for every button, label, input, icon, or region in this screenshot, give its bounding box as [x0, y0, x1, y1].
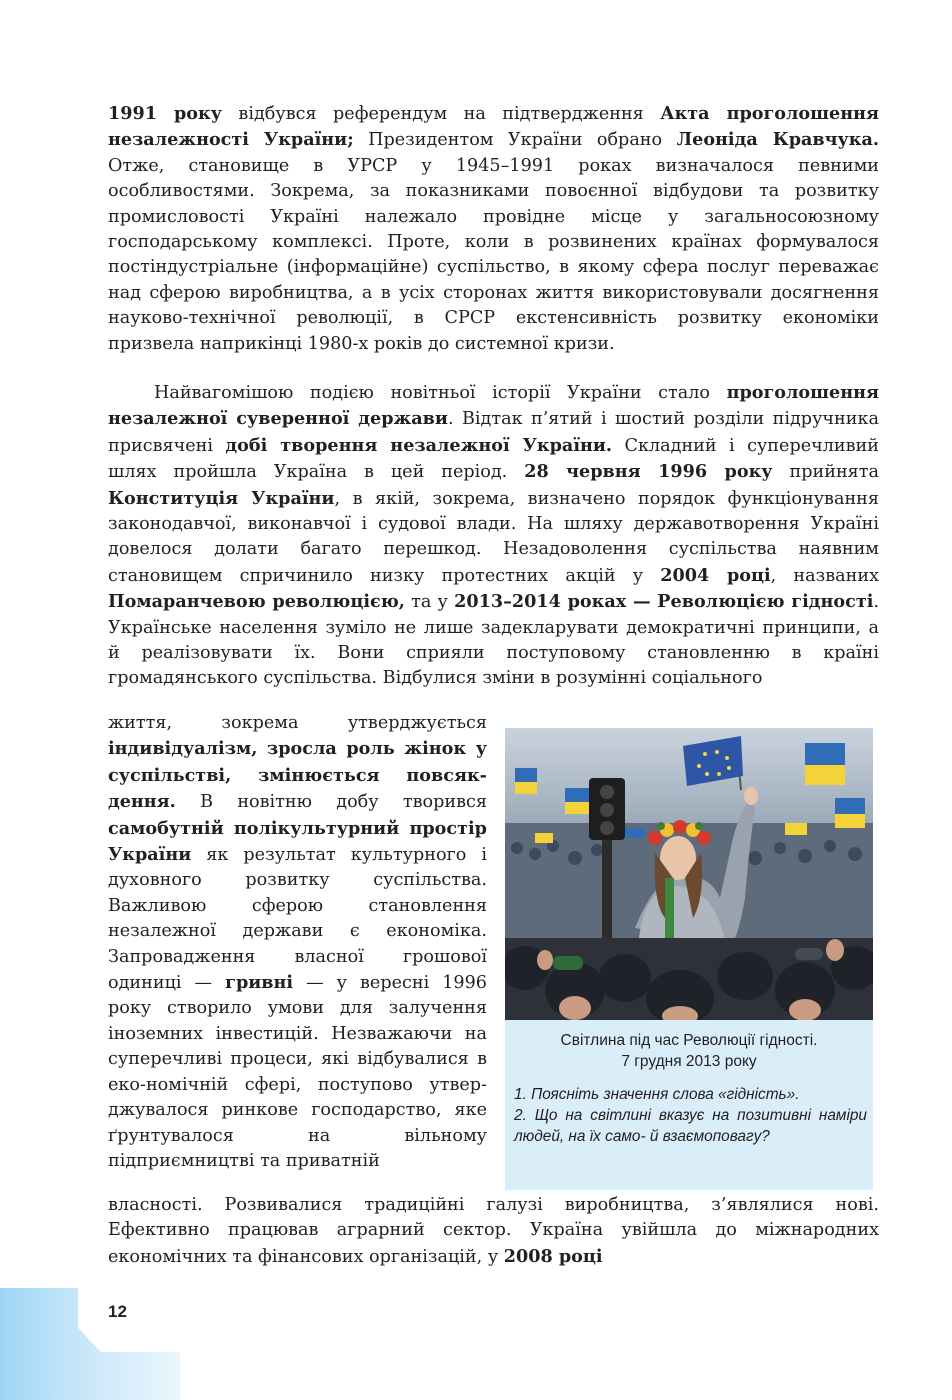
text-run: Президентом України обрано	[353, 130, 677, 151]
caption-line: Світлина під час Революції гідності.	[560, 1032, 818, 1049]
page-number: 12	[108, 1302, 127, 1321]
photo-figure	[505, 728, 873, 1190]
text-run: Отже, становище в УРСР у 1945–1991 роках визначалося певними особливостями. Зокрема, за показниками повоєнної відбудови та розвитку промисловості Україні належало провідне місце у загальносоюзному господарському комплексі. Проте, коли в розвинених країнах формувалося постіндустріальне (інформаційне) суспільство, в якому сфера послуг переважає над сферою виробництва, а в усіх сторонах життя використовували досягнення науково-технічної революції, в СРСР екстенсивність розвитку економіки призвела наприкінці 1980-х років до системної кризи.	[108, 155, 879, 354]
text-bold: 2013–2014 роках — Революцією гідності	[454, 591, 874, 613]
text-bold: індивідуалізм, зросла роль жінок у суспільстві, змінюється повсяк-дення.	[108, 738, 487, 813]
text-run: власності. Розвивалися традиційні галузі виробництва, з’являлися нові. Ефективно працював аграрний сектор. Україна увійшла до міжнародних економічних та фінансових організацій, у	[108, 1195, 879, 1267]
question-item: 2. Що на світлині вказує на позитивні наміри людей, на їх само- й взаємоповагу?	[514, 1107, 867, 1145]
text-run: Найвагомішою подією новітньої історії України стало	[154, 383, 727, 403]
text-run: Складний і суперечливий шлях пройшла Україна в цей період.	[108, 435, 880, 483]
photo-illustration	[505, 728, 873, 1020]
photo-caption	[515, 1030, 863, 1072]
text-run: — у вересні 1996 року створило умови для залучення іноземних інвестицій. Незважаючи на суперечливі процеси, які відбувалися в еко-номічній сфері, поступово утвер-джувалося ринкове господарство, яке ґрунтувалося на вільному підприємництві та приватній	[108, 973, 488, 1171]
text-run: . Українське населення зуміло не лише задекларувати демократичні принципи, а й реалізовувати їх. Вони сприяли поступовому становленню в країні громадянського суспільства. Відбулися зміни в розумінні соціального	[108, 592, 879, 689]
text-run: життя, зокрема утверджується	[108, 713, 487, 733]
caption-date: 7 грудня 2013 року	[621, 1053, 757, 1070]
text-bold: 2008 році	[503, 1245, 603, 1267]
photo-questions	[514, 1084, 867, 1147]
text-bold: 2004 році	[660, 564, 771, 586]
text-run: , в якій, зокрема, визначено порядок функціонування законодавчої, виконавчої і судової влади. На шляху державотворення Україні довелося долати багато перешкод. Незадоволення суспільства наявним становищем спричинило низку протестних акцій у	[108, 488, 880, 586]
text-run: В новітню добу творився	[175, 792, 487, 813]
paragraph-1	[108, 101, 879, 357]
text-bold: Леоніда Кравчука.	[676, 129, 879, 151]
text-run: та у	[404, 592, 455, 613]
text-run: . Відтак п’ятий і шостий розділи підручника присвячені	[108, 409, 879, 456]
page-number-box	[78, 1288, 182, 1352]
text-run: відбувся референдум на підтвердження	[221, 104, 661, 124]
text-bold: добі творення незалежної України.	[225, 434, 613, 456]
text-bold: проголошення незалежної суверенної держави	[108, 382, 879, 430]
text-bold: самобутній полікультурний простір України	[108, 817, 487, 866]
text-bold: Конституція України	[108, 487, 335, 509]
text-bold: 1991 року	[108, 103, 222, 124]
text-run: прийнята	[772, 462, 879, 483]
question-item: 1. Поясніть значення слова «гідність».	[514, 1086, 800, 1103]
paragraph-2-tail	[108, 1193, 879, 1270]
text-bold: 28 червня 1996 року	[524, 461, 773, 483]
paragraph-2	[108, 380, 879, 692]
text-bold: Помаранчевою революцією,	[108, 591, 405, 613]
paragraph-2-column	[108, 711, 487, 1174]
text-bold: гривні	[225, 972, 294, 994]
revolution-photo	[505, 728, 873, 1020]
text-run: як результат культурного і духовного розвитку суспільства. Важливою сферою становлення незалежної держави є економіка. Запровадження власної грошової одиниці —	[108, 845, 487, 994]
text-run: , названих	[770, 565, 880, 586]
text-bold: Акта проголошення незалежності України;	[108, 103, 880, 151]
